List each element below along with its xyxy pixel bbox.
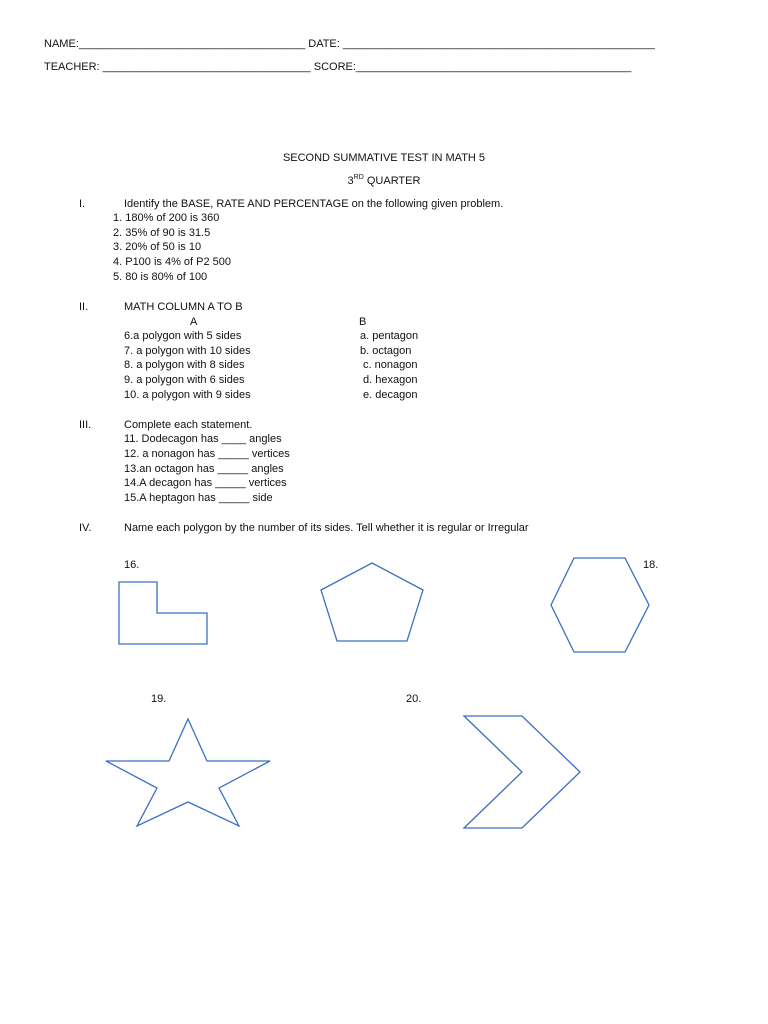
figure-label-18: 18. (643, 559, 659, 571)
list-item: 3. 20% of 50 is 10 (113, 241, 202, 253)
list-item: 12. a nonagon has _____ vertices (124, 448, 290, 460)
quarter-superscript: RD (353, 174, 364, 181)
chevron (464, 716, 580, 828)
column-a-item: 10. a polygon with 9 sides (124, 389, 251, 401)
figure-label-19: 19. (151, 693, 167, 705)
test-title: SECOND SUMMATIVE TEST IN MATH 5 (282, 152, 486, 164)
star (106, 719, 270, 826)
list-item: 11. Dodecagon has ____ angles (124, 433, 282, 445)
list-item: 1. 180% of 200 is 360 (113, 212, 220, 224)
section-number: III. (79, 419, 92, 431)
column-a-item: 8. a polygon with 8 sides (124, 359, 245, 371)
section-instruction: Identify the BASE, RATE AND PERCENTAGE on the following given problem. (124, 198, 504, 210)
section-number: IV. (79, 522, 92, 534)
label-mask (350, 555, 390, 571)
column-b-item: a. pentagon (360, 330, 419, 342)
column-a-item: 7. a polygon with 10 sides (124, 345, 251, 357)
figure-label-16: 16. (124, 559, 140, 571)
section-instruction: Complete each statement. (124, 419, 253, 431)
section-instruction: Name each polygon by the number of its sides. Tell whether it is regular or Irregular (124, 522, 529, 534)
section-number: I. (79, 198, 86, 210)
section-number: II. (79, 301, 89, 313)
list-item: 2. 35% of 90 is 31.5 (113, 227, 211, 239)
name-date-line: NAME:_____________________________________ DATE: ___________________________________________________ (44, 38, 655, 50)
quarter-word: QUARTER (363, 175, 421, 187)
pentagon (321, 563, 423, 641)
column-a-item: 9. a polygon with 6 sides (124, 374, 245, 386)
quarter-number: 3 (347, 175, 354, 187)
list-item: 4. P100 is 4% of P2 500 (113, 256, 232, 268)
column-b-item: b. octagon (360, 345, 412, 357)
column-b-header: B (359, 316, 367, 328)
column-a-item: 6.a polygon with 5 sides (124, 330, 242, 342)
list-item: 5. 80 is 80% of 100 (113, 271, 208, 283)
column-a-header: A (190, 316, 198, 328)
hexagon (551, 558, 649, 652)
teacher-score-line: TEACHER: __________________________________ SCORE:_____________________________________________ (44, 61, 632, 73)
column-b-item: d. hexagon (360, 374, 418, 386)
l-shape-polygon (119, 582, 207, 644)
column-b-item: c. nonagon (360, 359, 418, 371)
list-item: 14.A decagon has _____ vertices (124, 477, 287, 489)
list-item: 15.A heptagon has _____ side (124, 492, 273, 504)
figure-label-20: 20. (406, 693, 422, 705)
section-instruction: MATH COLUMN A TO B (124, 301, 243, 313)
list-item: 13.an octagon has _____ angles (124, 463, 284, 475)
column-b-item: e. decagon (360, 389, 418, 401)
